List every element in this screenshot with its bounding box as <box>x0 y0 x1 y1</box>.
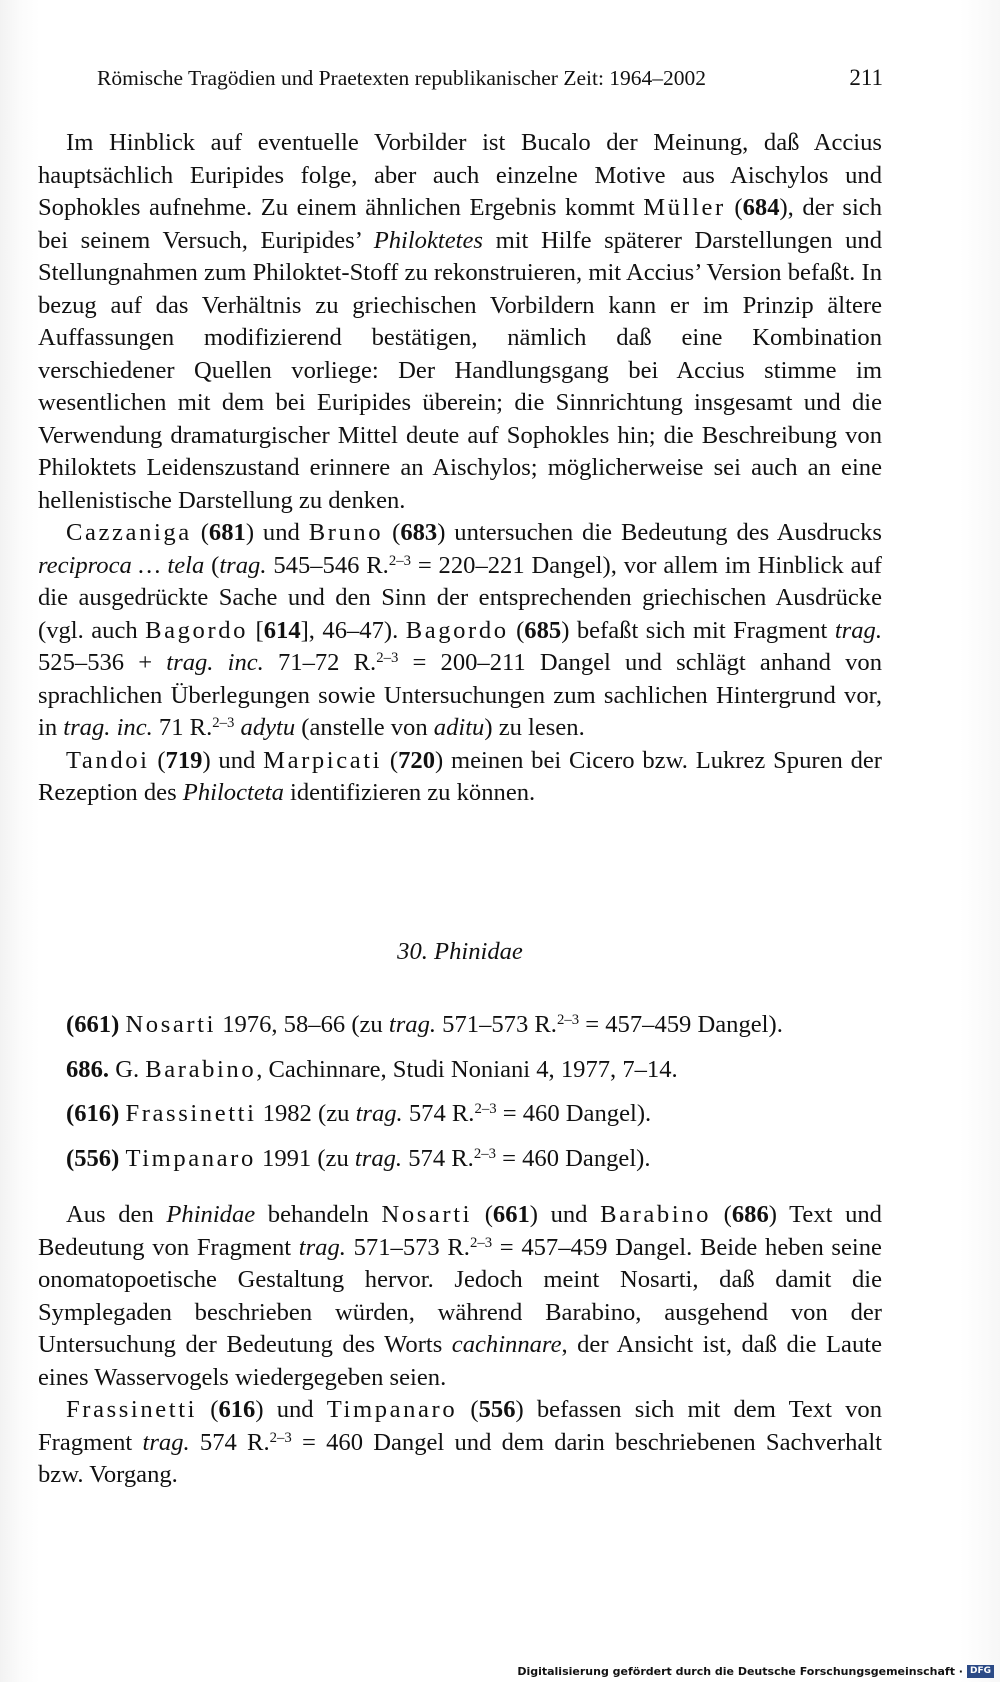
body-text-upper <box>38 127 882 810</box>
body-text-lower <box>38 1199 882 1492</box>
entry-text: 571–573 R. <box>436 1011 557 1038</box>
page-number: 211 <box>849 65 883 90</box>
entry-superscript: 2–3 <box>556 1011 580 1028</box>
entry-text: 574 R. <box>402 1144 474 1172</box>
entry-text: = 460 Dangel). <box>495 1144 651 1172</box>
paragraph: Frassinetti (616) und Timpanaro (556) befassen sich mit dem Text von Fragment trag. 574 R.$^{2-3}$ = 460 Dangel und dem darin beschriebenen Sachverhalt bzw. Vorgang. <box>38 1396 882 1488</box>
entry-abbrev: trag. <box>355 1100 403 1127</box>
bibliography-entry: 686. G. Barabino, Cachinnare, Studi Noniani 4, 1977, 7–14. <box>66 1055 678 1083</box>
entry-reference: 686. <box>66 1055 110 1083</box>
paragraph: Aus den Phinidae behandeln Nosarti (661) und Barabino (686) Text und Bedeutung von Fragment trag. 571–573 R.$^{2-3}$ = 457–459 Dangel. Beide heben seine onomatopoetische Gestaltung hervor. Jedoch meint Nosarti, daß damit die Symplegaden beschrieben würden, während Barabino, ausgehend von der Untersuchung der Bedeutung des Worts cachinnare, der Ansicht ist, daß die Laute eines Wasservogels wiedergegeben seien. <box>38 1201 882 1391</box>
entry-abbrev: trag. <box>354 1144 403 1172</box>
entry-abbrev: trag. <box>388 1011 437 1038</box>
entry-reference: (616) <box>66 1100 120 1127</box>
entry-text: = 460 Dangel). <box>496 1100 652 1127</box>
entry-reference: (556) <box>66 1144 120 1172</box>
paragraph: Cazzaniga (681) und Bruno (683) untersuchen die Bedeutung des Ausdrucks reciproca … tela (trag. 545–546 R.$^{2-3}$ = 220–221 Dangel), vor allem im Hinblick auf die ausgedrückte Sache und den Sinn der entsprechenden griechischen Ausdrücke (vgl. auch Bagordo [614], 46–47). Bagordo (685) befaßt sich mit Fragment trag. 525–536 + trag. inc. 71–72 R.$^{2-3}$ = 200–211 Dangel und schlägt anhand von sprachlichen Überlegungen sowie Untersuchungen zum sachlichen Hintergrund vor, in trag. inc. 71 R.$^{2-3}$ adytu (anstelle von aditu) zu lesen. <box>38 519 882 741</box>
entry-author: Frassinetti <box>125 1100 257 1127</box>
bibliography-entry <box>66 1137 886 1182</box>
entry-author: Timpanaro <box>125 1144 256 1172</box>
section-heading: 30. Phinidae <box>397 938 523 965</box>
entry-text: 574 R. <box>402 1100 475 1127</box>
entry-text: = 457–459 Dangel). <box>579 1011 783 1038</box>
credit-text: Digitalisierung gefördert durch die Deutsche Forschungsgemeinschaft · <box>517 1665 963 1678</box>
dfg-logo: DFG <box>967 1665 994 1678</box>
entry-author: Barabino <box>145 1055 257 1083</box>
bibliography-list <box>66 1003 886 1181</box>
entry-superscript: 2–3 <box>473 1145 496 1162</box>
running-title: Römische Tragödien und Praetexten republikanischer Zeit: 1964–2002 <box>97 66 707 90</box>
entry-reference: (661) <box>66 1011 120 1038</box>
running-head <box>97 64 883 92</box>
paragraph: Im Hinblick auf eventuelle Vorbilder ist Bucalo der Meinung, daß Accius hauptsächlich Euripides folge, aber auch einzelne Motive aus Aischylos und Sophokles aufnehme. Zu einem ähnlichen Ergebnis kommt Müller (684), der sich bei seinem Versuch, Euripides’ Philoktetes mit Hilfe späterer Darstellungen und Stellungnahmen zum Philoktet-Stoff zu rekonstruieren, mit Accius’ Version befaßt. In bezug auf das Verhältnis zu griechischen Vorbildern kann er im Prinzip ältere Auffassungen modifizierend bestätigen, nämlich daß eine Kombination verschiedener Quellen vorliege: Der Handlungsgang bei Accius stimme im wesentlichen mit dem bei Euripides überein; die Sinnrichtung insgesamt und die Verwendung dramaturgischer Mittel deute auf Sophokles hin; die Beschreibung von Philoktets Leidenszustand erinnere an Aischylos; möglicherweise sei auch an eine hellenistische Darstellung zu denken. <box>38 129 882 514</box>
entry-author: Nosarti <box>125 1011 217 1038</box>
bibliography-entry <box>66 1092 886 1137</box>
entry-text: 1982 (zu <box>256 1100 356 1127</box>
entry-superscript: 2–3 <box>474 1100 497 1117</box>
entry-text: 1991 (zu <box>255 1144 355 1172</box>
paragraph: Tandoi (719) und Marpicati (720) meinen bei Cicero bzw. Lukrez Spuren der Rezeption des Philocteta identifizieren zu können. <box>38 746 882 806</box>
bibliography-entry <box>66 1003 886 1048</box>
digitization-credit <box>517 1665 994 1678</box>
entry-text: , Cachinnare, Studi Noniani 4, 1977, 7–14. <box>256 1055 678 1083</box>
entry-text: 1976, 58–66 (zu <box>216 1011 389 1038</box>
